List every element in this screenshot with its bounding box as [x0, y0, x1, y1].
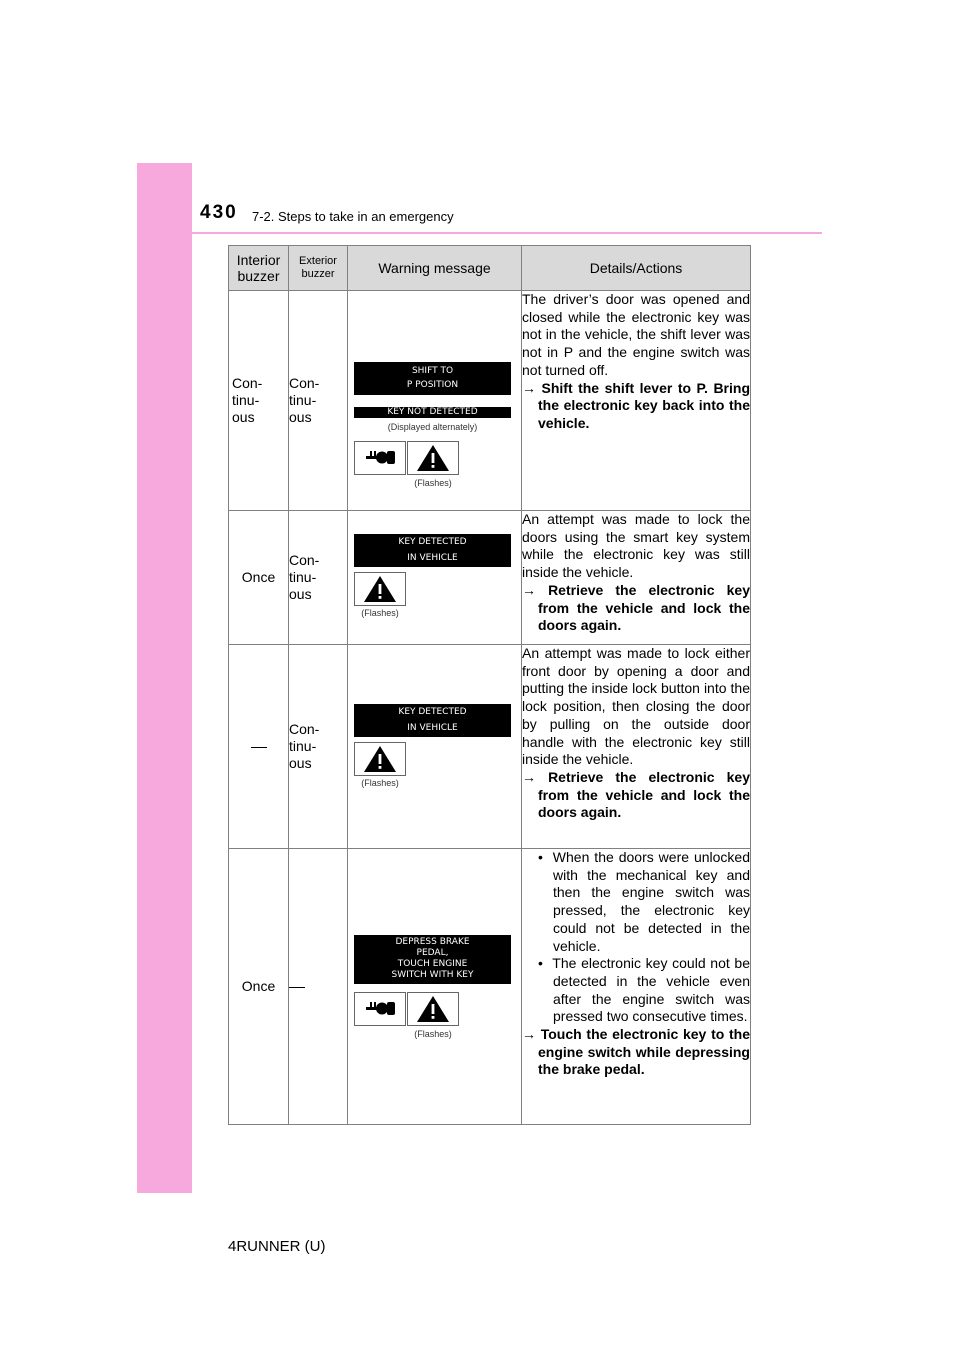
table-row: [229, 645, 751, 849]
section-title: 7-2. Steps to take in an emergency: [252, 209, 454, 224]
detail-text: An attempt was made to lock either front door by opening a door and putting the inside lock button into the lock position, then closing the door by pulling on the outside door handle with the electronic key still inside the vehicle.: [522, 645, 750, 768]
warning-triangle-icon: [354, 742, 406, 776]
exterior-buzzer-cell: [289, 849, 348, 1125]
header-details-actions: Details/Actions: [522, 246, 751, 291]
detail-text: An attempt was made to lock the doors using the smart key system while the electronic key was still inside the vehicle.: [522, 511, 750, 581]
message-display-alt: KEY NOT DETECTED: [354, 407, 511, 418]
details-cell: [522, 849, 751, 1125]
message-display: SHIFT TO P POSITION: [354, 362, 511, 395]
warning-triangle-icon: [407, 441, 459, 475]
header-exterior-buzzer: Exterior buzzer: [289, 246, 348, 291]
interior-buzzer-cell: Once: [229, 849, 289, 1125]
message-display: DEPRESS BRAKE PEDAL, TOUCH ENGINE SWITCH WITH KEY: [354, 935, 511, 984]
displayed-alternately-caption: (Displayed alternately): [387, 422, 478, 432]
table-header-row: [229, 246, 751, 291]
flashes-caption: (Flashes): [414, 478, 452, 488]
interior-buzzer-cell: Once: [229, 511, 289, 645]
message-display: KEY DETECTED IN VEHICLE: [354, 704, 511, 737]
bullet-item: • When the doors were unlocked with the mechanical key and then the engine switch was pressed, the electronic key could not be detected in the vehicle.: [538, 849, 751, 954]
header-warning-message: Warning message: [348, 246, 522, 291]
flashes-caption: (Flashes): [414, 1029, 452, 1039]
exterior-buzzer-cell: Con- tinu- ous: [289, 291, 348, 511]
header-interior-buzzer: Interior buzzer: [229, 246, 289, 291]
warning-table: [228, 245, 751, 1125]
interior-buzzer-cell: [229, 645, 289, 849]
warning-triangle-icon: [407, 992, 459, 1026]
exterior-buzzer-cell: Con- tinu- ous: [289, 511, 348, 645]
not-applicable-dash: [289, 987, 305, 988]
header-rule: [192, 232, 822, 234]
action-text: → Touch the electronic key to the engine switch while depressing the brake pedal.: [522, 1026, 751, 1078]
flashes-caption: (Flashes): [361, 608, 399, 618]
interior-buzzer-cell: Con- tinu- ous: [229, 291, 289, 511]
not-applicable-dash: [251, 747, 267, 748]
exterior-buzzer-cell: Con- tinu- ous: [289, 645, 348, 849]
message-display: KEY DETECTED IN VEHICLE: [354, 534, 511, 567]
warning-message-cell: [348, 849, 522, 1125]
warning-message-cell: [348, 511, 522, 645]
detail-text: The driver’s door was opened and closed while the electronic key was not in the vehicle, the shift lever was not in P and the engine switch was not turned off.: [522, 291, 750, 378]
chapter-tab-bar: [137, 163, 192, 1193]
key-icon: [354, 992, 406, 1026]
details-cell: [522, 645, 751, 849]
warning-triangle-icon: [354, 572, 406, 606]
details-cell: [522, 511, 751, 645]
footer-model: 4RUNNER (U): [228, 1238, 326, 1255]
warning-message-cell: [348, 645, 522, 849]
table-row: [229, 849, 751, 1125]
page-number: 430: [200, 202, 238, 223]
bullet-item: • The electronic key could not be detected in the vehicle even after the engine switch was pressed two consecutive times.: [538, 955, 750, 1025]
action-text: → Retrieve the electronic key from the vehicle and lock the doors again.: [522, 768, 750, 821]
action-text: → Retrieve the electronic key from the vehicle and lock the doors again.: [522, 581, 750, 634]
table-row: [229, 511, 751, 645]
key-icon: [354, 441, 406, 475]
table-row: [229, 291, 751, 511]
action-text: → Shift the shift lever to P. Bring the electronic key back into the vehicle.: [522, 379, 750, 431]
warning-message-cell: [348, 291, 522, 511]
details-cell: [522, 291, 751, 511]
flashes-caption: (Flashes): [361, 778, 399, 788]
